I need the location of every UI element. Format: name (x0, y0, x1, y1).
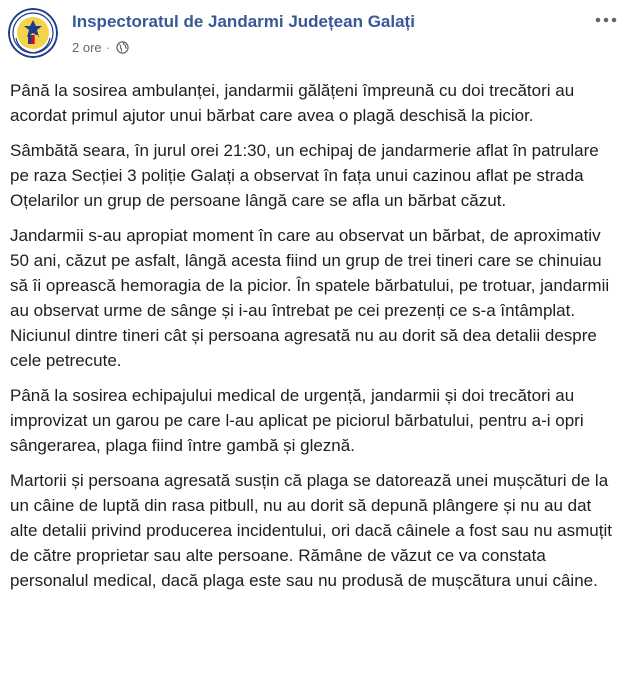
meta-separator: · (105, 40, 110, 55)
page-avatar[interactable] (8, 8, 58, 58)
globe-icon[interactable] (116, 41, 129, 54)
post-paragraph: Până la sosirea ambulanței, jandarmii gălățeni împreună cu doi trecători au acordat primul ajutor unui bărbat care avea o plagă deschisă la picior. (10, 81, 575, 125)
post-header (0, 0, 634, 80)
page-name-link[interactable]: Inspectoratul de Jandarmi Județean Galați (72, 12, 415, 31)
post-paragraph: Jandarmii s-au apropiat moment în care au observat un bărbat, de aproximativ 50 ani, căzut pe asfalt, lângă acesta fiind un grup de trei tineri care se chinuiau să îi oprească hemoragia de la picior. În spatele bărbatului, pe trotuar, jandarmii au observat urme de sânge și i-au întrebat pe cei prezenți ce s-a întâmplat. Niciunul dintre tineri cât și persoana agresată nu au dorit să dea detalii despre cele petrecute. (10, 226, 610, 370)
post-timestamp[interactable]: 2 ore (72, 40, 102, 55)
more-options-button[interactable] (594, 10, 618, 30)
post-meta (72, 40, 129, 55)
post-paragraph: Până la sosirea echipajului medical de urgență, jandarmii și doi trecători au improvizat un garou pe care l-au aplicat pe piciorul bărbatului, pentru a-i opri sângerarea, plaga fiind între gambă și gleznă. (10, 386, 584, 455)
post-paragraph: Martorii și persoana agresată susțin că plaga se datorează unei mușcături de la un câine de luptă din rasa pitbull, nu au dorit să depună plângere și nu au dat alte detalii privind producerea incidentului, ori dacă câinele a fost sau nu asmuțit de către proprietar sau alte persoane. Rămâne de văzut ce va constata personalul medical, dacă plaga este sau nu produsă de mușcătura unui câine. (10, 471, 612, 590)
more-options-icon (595, 17, 617, 23)
jandarmeria-emblem-icon (8, 8, 58, 58)
post-body (10, 78, 622, 603)
post-paragraph: Sâmbătă seara, în jurul orei 21:30, un echipaj de jandarmerie aflat în patrulare pe raza Secției 3 poliție Galați a observat în fața unui cazinou aflat pe strada Oțelarilor un grup de persoane lângă care se afla un bărbat căzut. (10, 141, 599, 210)
